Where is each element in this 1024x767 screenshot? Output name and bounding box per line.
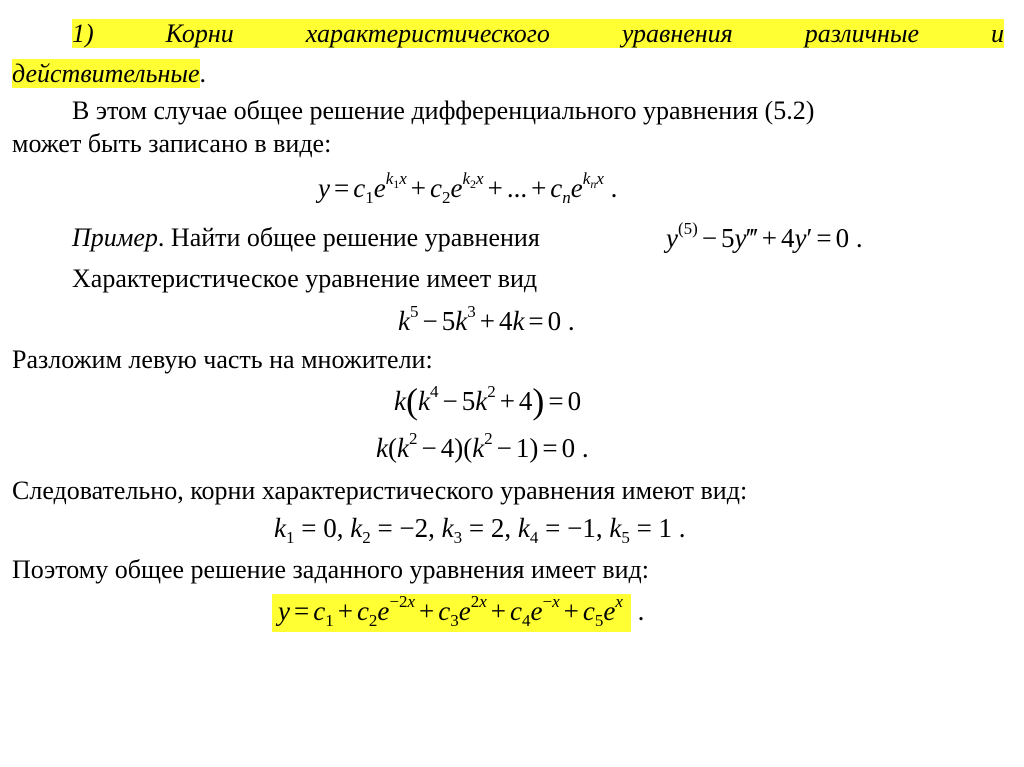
roots-list: $k_1 = 0$, $k_2 = -2$, $k_3 = 2$, $k_4 = -1$, $k_5 = 1$ . (274, 513, 686, 547)
characteristic-equation: $k^5 - 5k^3 + 4k = 0$ . (398, 302, 575, 336)
factored-equation-2: $k(k^2 - 4)(k^2 - 1) = 0$ . (376, 429, 589, 463)
example-text: . Найти общее решение уравнения (157, 223, 540, 252)
char-eq-intro: Характеристическое уравнение имеет вид (72, 264, 538, 293)
example-equation: $y^{(5)}$ − 5y‴ + 4y′ = 0 . (666, 219, 863, 253)
example-line (72, 222, 540, 254)
case-heading-continuation: действительные (12, 59, 200, 88)
final-solution-highlight: $y = c_1 + c_2e^{-2x} + c_3e^{2x} + c_4e^{-x} + c_5e^x$ (272, 594, 631, 632)
solution-intro: Поэтому общее решение заданного уравнения имеет вид: (12, 555, 649, 584)
example-label: Пример (72, 223, 158, 252)
case-heading-text: 1) Корни характеристического уравнения различные и (72, 19, 1004, 48)
paragraph-line1: В этом случае общее решение дифференциального уравнения (5.2) (72, 96, 815, 125)
case-heading-line1 (72, 18, 1004, 50)
roots-intro: Следовательно, корни характеристического уравнения имеют вид: (12, 476, 748, 505)
final-solution: $y = c_1 + c_2e^{-2x} + c_3e^{2x} + c_4e^{-x} + c_5e^x$ . (272, 593, 644, 629)
case-heading-line2: действительные. (12, 59, 206, 88)
paragraph-line2: может быть записано в виде: (12, 129, 332, 158)
general-solution-formula: $y = c_1e^{k_1x} + c_2e^{k_2x}$ + ... + $c_ne^{k_nx}$ . (318, 169, 618, 207)
factored-equation-1: $k(k^4 - 5k^2 + 4) = 0$ (394, 381, 582, 421)
factor-intro: Разложим левую часть на множители: (12, 345, 433, 374)
